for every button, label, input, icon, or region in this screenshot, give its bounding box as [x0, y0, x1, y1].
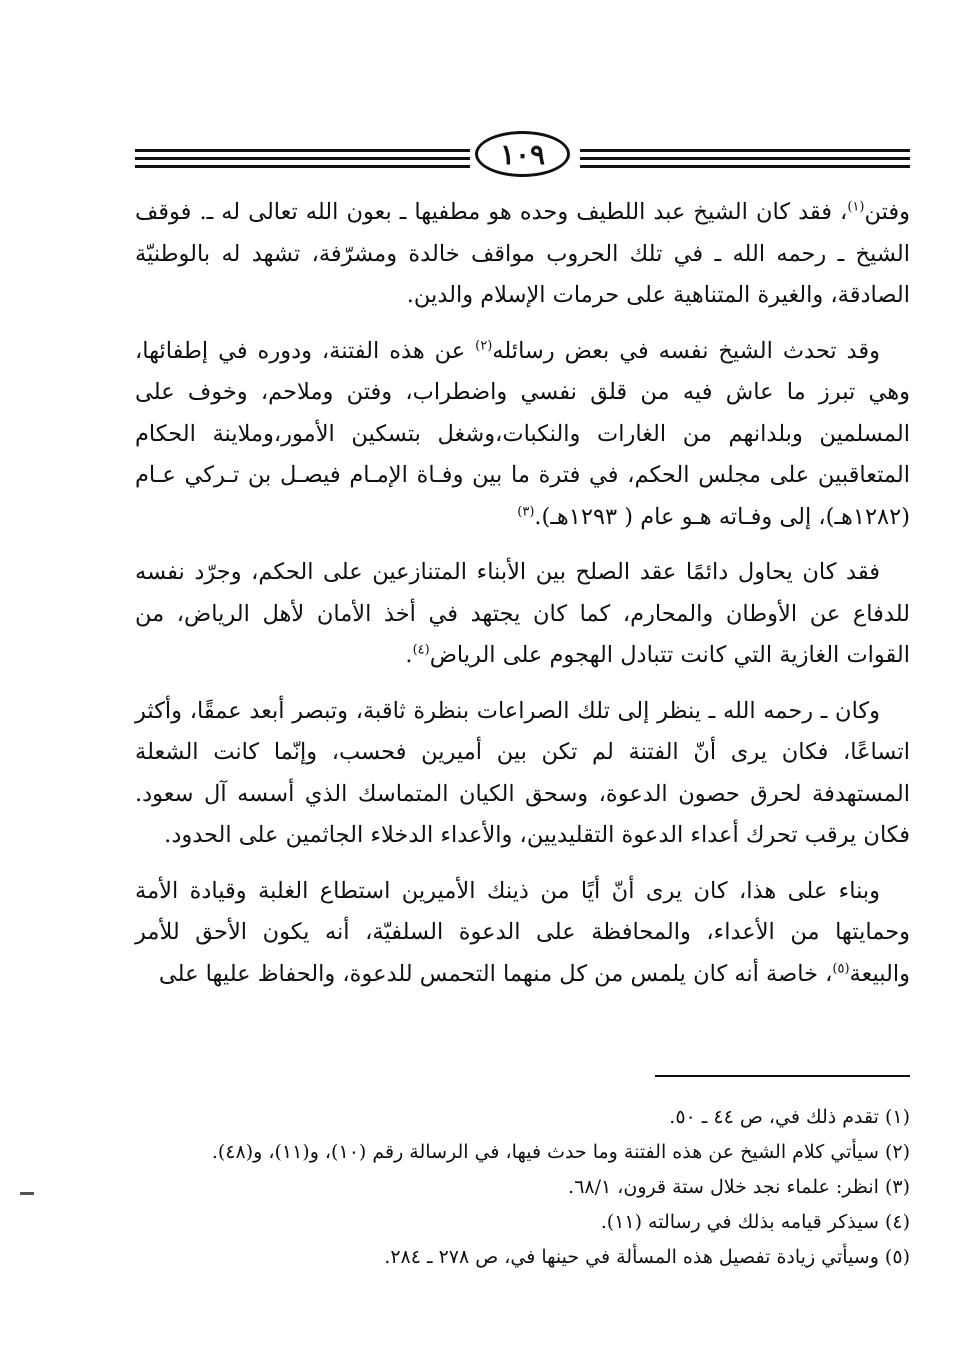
footnote: (٣) انظر: علماء نجد خلال ستة قرون، ٦٨/١. — [568, 1176, 910, 1198]
paragraph — [135, 192, 910, 317]
footnote-separator — [655, 1075, 910, 1077]
footnote-ref: (٤) — [412, 642, 430, 658]
paragraph-text: وكان ـ رحمه الله ـ ينظر إلى تلك الصراعات بنظرة ثاقبة، وتبصر أبعد عمقًا، وأكثر اتساعًا، فكان يرى أنّ الفتنة لم تكن بين أميرين فحسب، وإنّما كانت الشعلة المستهدفة لحرق حصون الدعوة، وسحق الكيان المتماسك الذي أسسه آل سعود. فكان يرقب تحرك أعداء الدعوة التقليديين، والأعداء الدخلاء الجاثمين على الحدود. — [135, 697, 910, 848]
paragraph — [135, 691, 910, 857]
footnote-ref: (٥) — [832, 961, 850, 976]
header-rule — [135, 149, 470, 152]
paragraph-text: وقد تحدث الشيخ نفسه في بعض رسائله — [492, 337, 880, 364]
paragraph — [135, 552, 910, 677]
footnote-ref: (٣) — [517, 504, 535, 519]
footnote: (١) تقدم ذلك في، ص ٤٤ ـ ٥٠. — [669, 1106, 910, 1128]
paragraph-text: ، فقد كان الشيخ عبد اللطيف وحده هو مطفيها ـ بعون الله تعالى له ـ. فوقف الشيخ ـ رحمه الله ـ في تلك الحروب مواقف خالدة ومشرّفة، تشهد له بالوطنيّة الصادقة، والغيرة المتناهية على حرمات الإسلام والدين. — [135, 199, 910, 308]
paragraph — [135, 871, 910, 996]
footnote: (٤) سيذكر قيامه بذلك في رسالته (١١). — [600, 1211, 910, 1233]
header-rule — [580, 149, 910, 152]
paragraph-text: وفتن — [864, 199, 910, 225]
footnote: (٢) سيأتي كلام الشيخ عن هذه الفتنة وما حدث فيها، في الرسالة رقم (١٠)، و(١١)، و(٤٨). — [211, 1141, 910, 1163]
paragraph-text: ، خاصة أنه كان يلمس من كل منهما التحمس للدعوة، والحفاظ عليها على — [158, 960, 833, 987]
paragraph — [135, 331, 910, 539]
paragraph-text: وبناء على هذا، كان يرى أنّ أيًا من ذينك الأميرين استطاع الغلبة وقيادة الأمة وحمايتها من الأعداء، والمحافظة على الدعوة السلفيّة، أنه يكون الأحق للأمر والبيعة — [135, 877, 910, 987]
header-rule — [135, 165, 470, 168]
header-rule — [580, 157, 910, 160]
margin-mark — [20, 1192, 34, 1195]
paragraph-text: عن هذه الفتنة، ودوره في إطفائها، وهي تبرز ما عاش فيه من قلق نفسي واضطراب، وفتن وملاحم، وخوف على المسلمين وبلدانهم من الغارات والنكبات،وشغل بتسكين الأمور،وملاينة الحكام المتعاقبين على مجلس الحكم، في فترة ما بين وفـاة الإمـام فيصـل بن تـركي عـام (١٢٨٢هـ)، إلى وفـاته هـو عام ( ١٢٩٣هـ). — [135, 337, 910, 530]
footnotes — [135, 1100, 910, 1275]
page-number: ١٠٩ — [475, 131, 570, 177]
paragraph-text: فقد كان يحاول دائمًا عقد الصلح بين الأبناء المتنازعين على الحكم، وجرّد نفسه للدفاع عن الأوطان والمحارم، كما كان يجتهد في أخذ الأمان لأهل الرياض، من القوات الغازية التي كانت تتبادل الهجوم على الرياض — [135, 559, 910, 668]
header-rule — [580, 165, 910, 168]
header-rule — [135, 157, 470, 160]
page-header — [135, 122, 910, 182]
main-text — [135, 192, 910, 1009]
footnote-ref: (١) — [847, 199, 865, 215]
footnote-ref: (٢) — [475, 338, 493, 353]
paragraph-text: . — [405, 642, 413, 668]
footnote: (٥) وسيأتي زيادة تفصيل هذه المسألة في حينها في، ص ٢٧٨ ـ ٢٨٤. — [384, 1246, 910, 1268]
